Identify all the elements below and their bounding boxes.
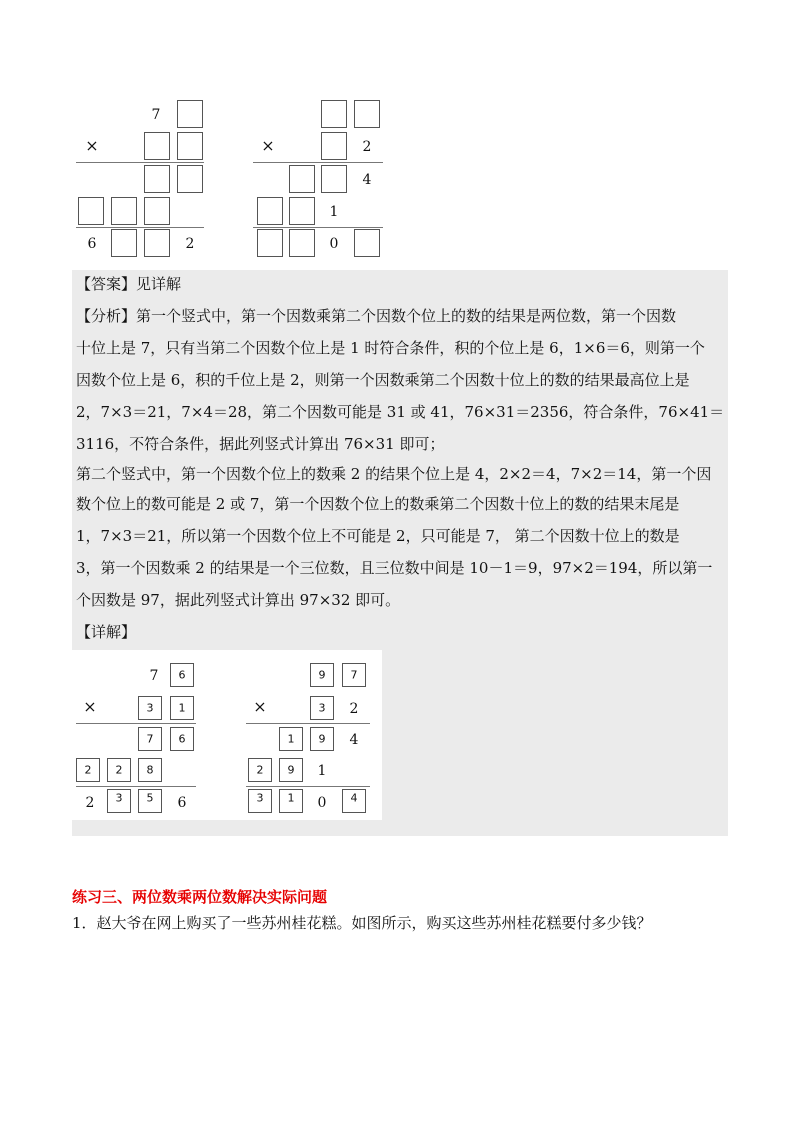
rule-line xyxy=(76,723,196,724)
digit-box: 6 xyxy=(170,727,194,751)
digit-box: 3 xyxy=(107,789,131,813)
multiply-sign: × xyxy=(85,136,99,155)
blank-box[interactable] xyxy=(289,229,315,257)
rule-line xyxy=(76,162,204,163)
blank-box[interactable] xyxy=(177,100,203,128)
blank-box[interactable] xyxy=(321,100,347,128)
digit: 2 xyxy=(185,236,195,252)
digit-box: 2 xyxy=(248,758,272,782)
digit-box: 9 xyxy=(310,727,334,751)
multiply-sign: × xyxy=(83,697,97,716)
digit-box: 2 xyxy=(76,758,100,782)
blank-box[interactable] xyxy=(144,165,170,193)
digit-box: 3 xyxy=(310,696,334,720)
digit-box: 8 xyxy=(138,758,162,782)
blank-box[interactable] xyxy=(321,132,347,160)
blank-box[interactable] xyxy=(289,197,315,225)
rule-line xyxy=(253,162,383,163)
analysis-line: 因数个位上是 6，积的千位上是 2，则第一个因数乘第二个因数十位上的数的结果最高位上是 xyxy=(76,371,690,389)
analysis-line: 2，7×3＝21，7×4＝28，第二个因数可能是 31 或 41，76×31＝2356，符合条件，76×41＝ xyxy=(76,403,725,421)
analysis-line: 1，7×3＝21，所以第一个因数个位上不可能是 2，只可能是 7， 第二个因数十位上的数是 xyxy=(76,527,680,545)
analysis-line: 十位上是 7，只有当第二个因数个位上是 1 时符合条件，积的个位上是 6，1×6＝6，则第一个 xyxy=(76,339,705,357)
digit-box: 5 xyxy=(138,789,162,813)
digit-box: 1 xyxy=(279,727,303,751)
multiply-sign: × xyxy=(253,697,267,716)
digit-box: 9 xyxy=(310,663,334,687)
blank-box[interactable] xyxy=(354,100,380,128)
digit: 2 xyxy=(362,139,372,155)
rule-line xyxy=(76,227,204,228)
blank-box[interactable] xyxy=(111,229,137,257)
digit: 1 xyxy=(317,763,327,779)
rule-line xyxy=(253,227,383,228)
rule-line xyxy=(246,723,370,724)
blank-box[interactable] xyxy=(177,132,203,160)
blank-box[interactable] xyxy=(144,197,170,225)
digit-box: 2 xyxy=(107,758,131,782)
digit-box: 7 xyxy=(138,727,162,751)
blank-box[interactable] xyxy=(354,229,380,257)
digit-box: 4 xyxy=(342,789,366,813)
analysis-line: 3，第一个因数乘 2 的结果是一个三位数，且三位数中间是 10－1＝9，97×2＝194，所以第一 xyxy=(76,559,713,577)
digit: 6 xyxy=(87,236,97,252)
blank-box[interactable] xyxy=(144,132,170,160)
digit: 2 xyxy=(349,701,359,717)
digit-box: 1 xyxy=(279,789,303,813)
digit: 6 xyxy=(177,795,187,811)
digit: 4 xyxy=(362,172,372,188)
blank-box[interactable] xyxy=(111,197,137,225)
digit: 0 xyxy=(317,795,327,811)
detail-label: 【详解】 xyxy=(76,623,137,641)
section-title: 练习三、两位数乘两位数解决实际问题 xyxy=(72,888,328,906)
digit: 7 xyxy=(149,668,159,684)
rule-line xyxy=(246,786,370,787)
digit-box: 3 xyxy=(248,789,272,813)
digit-box: 7 xyxy=(342,663,366,687)
blank-box[interactable] xyxy=(257,229,283,257)
digit-box: 1 xyxy=(170,696,194,720)
digit: 1 xyxy=(329,204,339,220)
blank-box[interactable] xyxy=(177,165,203,193)
multiply-sign: × xyxy=(261,136,275,155)
rule-line xyxy=(76,786,196,787)
digit: 7 xyxy=(151,107,161,123)
digit: 2 xyxy=(85,795,95,811)
digit: 0 xyxy=(329,236,339,252)
digit: 4 xyxy=(349,732,359,748)
blank-box[interactable] xyxy=(289,165,315,193)
question-text: 1．赵大爷在网上购买了一些苏州桂花糕。如图所示，购买这些苏州桂花糕要付多少钱？ xyxy=(72,914,652,932)
analysis-line: 【分析】第一个竖式中，第一个因数乘第二个因数个位上的数的结果是两位数，第一个因数 xyxy=(76,307,677,325)
digit-box: 6 xyxy=(170,663,194,687)
blank-box[interactable] xyxy=(257,197,283,225)
analysis-line: 个因数是 97，据此列竖式计算出 97×32 即可。 xyxy=(76,591,401,609)
blank-box[interactable] xyxy=(321,165,347,193)
answer-label: 【答案】见详解 xyxy=(76,275,182,293)
analysis-line: 3116，不符合条件，据此列竖式计算出 76×31 即可； xyxy=(76,435,445,453)
analysis-line: 第二个竖式中，第一个因数个位上的数乘 2 的结果个位上是 4，2×2＝4，7×2＝14，第一个因 xyxy=(76,465,712,483)
blank-box[interactable] xyxy=(144,229,170,257)
blank-box[interactable] xyxy=(78,197,104,225)
analysis-line: 数个位上的数可能是 2 或 7，第一个因数个位上的数乘第二个因数十位上的数的结果末尾是 xyxy=(76,495,680,513)
digit-box: 3 xyxy=(138,696,162,720)
digit-box: 9 xyxy=(279,758,303,782)
